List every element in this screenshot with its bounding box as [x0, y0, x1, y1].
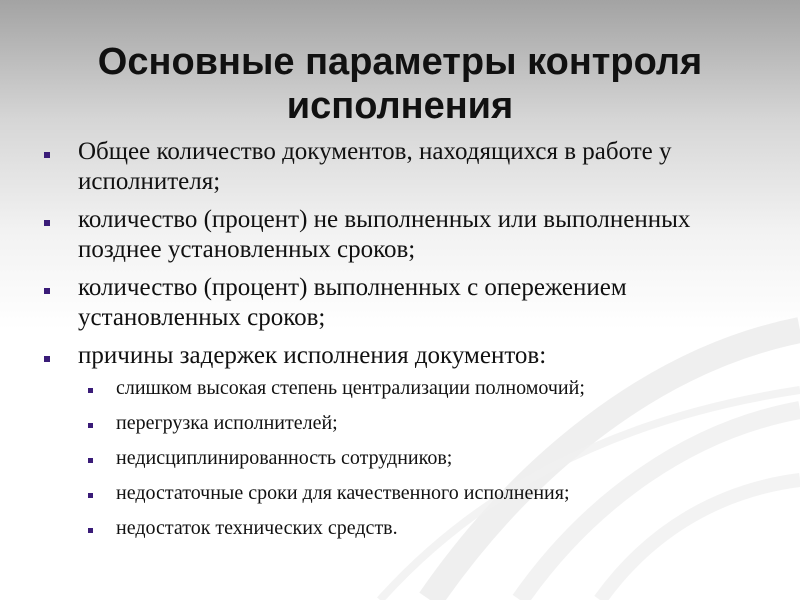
bullet-text: Общее количество документов, находящихся в работе у исполнителя;	[78, 138, 672, 195]
list-item	[40, 205, 780, 265]
square-bullet-icon	[88, 423, 93, 428]
sub-list-item	[80, 446, 780, 470]
sub-bullet-text: недостаточные сроки для качественного исполнения;	[116, 482, 570, 504]
sub-list-item	[80, 516, 780, 540]
bullet-text: количество (процент) не выполненных или выполненных позднее установленных сроков;	[78, 206, 691, 263]
bullet-text: количество (процент) выполненных с опережением установленных сроков;	[78, 274, 627, 331]
bullet-list	[40, 137, 780, 551]
list-item	[40, 137, 780, 197]
list-item	[40, 273, 780, 333]
list-item	[40, 341, 780, 540]
square-bullet-icon	[44, 356, 50, 362]
square-bullet-icon	[88, 528, 93, 533]
square-bullet-icon	[44, 152, 50, 158]
square-bullet-icon	[88, 458, 93, 463]
sub-bullet-text: недисциплинированность сотрудников;	[116, 447, 453, 469]
square-bullet-icon	[88, 388, 93, 393]
bullet-text: причины задержек исполнения документов:	[78, 342, 547, 369]
sub-list-item	[80, 481, 780, 505]
sub-bullet-text: слишком высокая степень централизации полномочий;	[116, 377, 585, 399]
slide-title: Основные параметры контроля исполнения	[97, 41, 703, 127]
sub-list-item	[80, 411, 780, 435]
square-bullet-icon	[44, 288, 50, 294]
sub-bullet-text: перегрузка исполнителей;	[116, 412, 338, 434]
square-bullet-icon	[44, 220, 50, 226]
square-bullet-icon	[88, 493, 93, 498]
sub-list-item	[80, 376, 780, 400]
sub-bullet-text: недостаток технических средств.	[116, 517, 398, 539]
sub-bullet-list	[78, 376, 780, 540]
